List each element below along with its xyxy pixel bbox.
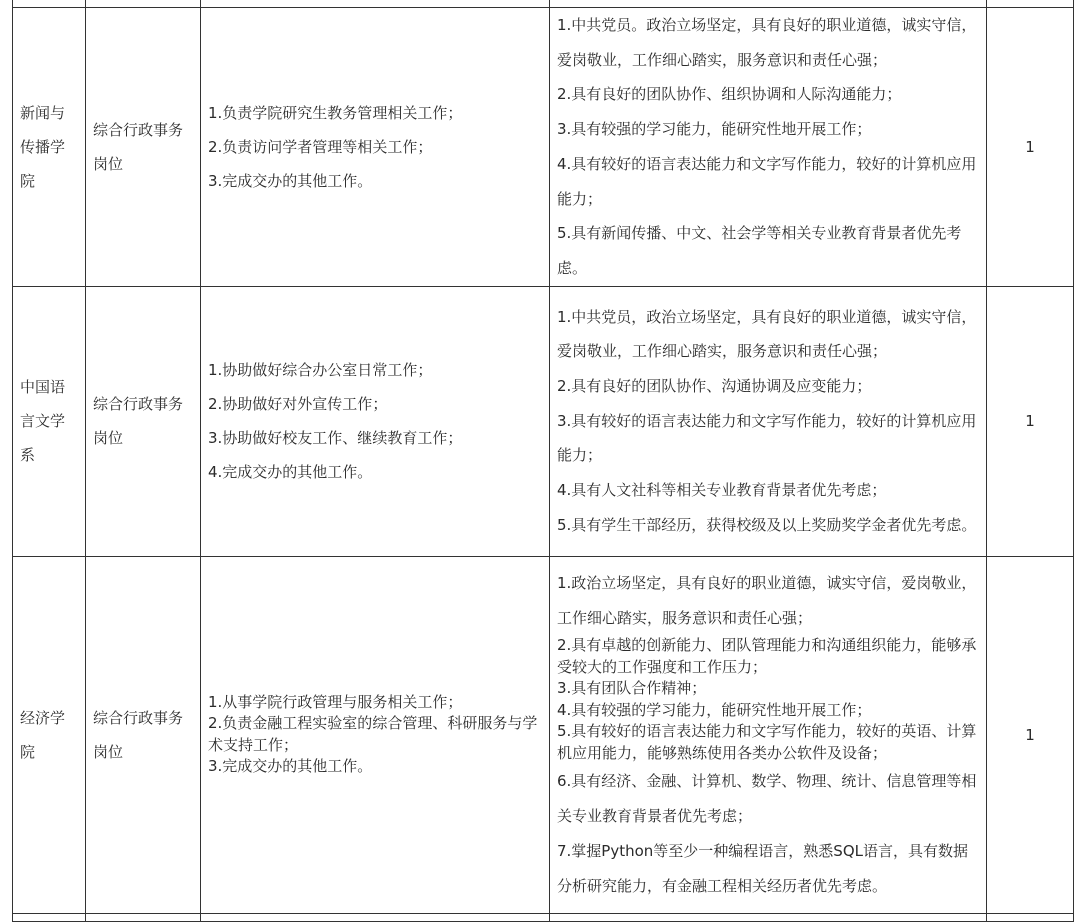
- requirement-item: 5.具有较好的语言表达能力和文字写作能力，较好的英语、计算机应用能力，能够熟练使用各类办公软件及设备；: [557, 722, 977, 762]
- requirement-item: 4.具有较强的学习能力，能研究性地开展工作；: [557, 700, 872, 719]
- duty-item: 1.负责学院研究生教务管理相关工作；: [208, 103, 463, 122]
- requirement-item: 6.具有经济、金融、计算机、数学、物理、统计、信息管理等相关专业教育背景者优先考虑；: [557, 772, 977, 826]
- requirement-item: 5.具有学生干部经历，获得校级及以上奖励奖学金者优先考虑。: [557, 515, 977, 534]
- duties-cell: [201, 8, 550, 287]
- duty-item: 2.负责访问学者管理等相关工作；: [208, 137, 433, 156]
- duty-item: 3.完成交办的其他工作。: [208, 757, 373, 776]
- duty-item: 1.协助做好综合办公室日常工作；: [208, 361, 433, 380]
- requirements-cell: [550, 8, 987, 287]
- duties-cell: [201, 556, 550, 913]
- requirements-cell: [550, 286, 987, 556]
- count-cell: 1: [987, 286, 1074, 556]
- table-row-partial: [13, 0, 1074, 8]
- position-cell: 综合行政事务岗位: [86, 286, 201, 556]
- requirement-item: 3.具有较强的学习能力，能研究性地开展工作；: [557, 120, 872, 139]
- duty-item: 2.协助做好对外宣传工作；: [208, 395, 388, 414]
- requirement-item: 5.具有新闻传播、中文、社会学等相关专业教育背景者优先考虑。: [557, 224, 962, 277]
- table-row: [13, 286, 1074, 556]
- department-cell: 新闻与传播学院: [13, 8, 86, 287]
- count-cell: 1: [987, 8, 1074, 287]
- requirement-item: 3.具有较好的语言表达能力和文字写作能力，较好的计算机应用能力；: [557, 411, 977, 465]
- position-cell: 综合行政事务岗位: [86, 8, 201, 287]
- requirement-item: 1.中共党员，政治立场坚定，具有良好的职业道德，诚实守信，爱岗敬业，工作细心踏实，服务意识和责任心强；: [557, 307, 977, 361]
- duties-cell: [201, 286, 550, 556]
- requirement-item: 4.具有较好的语言表达能力和文字写作能力，较好的计算机应用能力；: [557, 154, 977, 208]
- requirement-item: 1.中共党员。政治立场坚定，具有良好的职业道德，诚实守信，爱岗敬业，工作细心踏实，服务意识和责任心强；: [557, 16, 977, 69]
- table-row: [13, 556, 1074, 913]
- requirement-item: 2.具有卓越的创新能力、团队管理能力和沟通组织能力，能够承受较大的工作强度和工作压力；: [557, 636, 977, 676]
- position-cell: 综合行政事务岗位: [86, 556, 201, 913]
- duty-item: 3.完成交办的其他工作。: [208, 171, 373, 190]
- duty-item: 2.负责金融工程实验室的综合管理、科研服务与学术支持工作；: [208, 714, 538, 754]
- duty-item: 3.协助做好校友工作、继续教育工作；: [208, 429, 463, 448]
- requirements-cell: [550, 556, 987, 913]
- table-row: [13, 8, 1074, 287]
- count-cell: 1: [987, 556, 1074, 913]
- requirement-item: 2.具有良好的团队协作、沟通协调及应变能力；: [557, 377, 872, 396]
- job-table: [12, 0, 1074, 922]
- duty-item: 1.从事学院行政管理与服务相关工作；: [208, 692, 463, 711]
- table-row-partial: [13, 913, 1074, 921]
- department-cell: 经济学院: [13, 556, 86, 913]
- requirement-item: 3.具有团队合作精神；: [557, 679, 707, 698]
- department-cell: 中国语言文学系: [13, 286, 86, 556]
- duty-item: 4.完成交办的其他工作。: [208, 463, 373, 482]
- requirement-item: 7.掌握Python等至少一种编程语言，熟悉SQL语言，具有数据分析研究能力，有金融工程相关经历者优先考虑。: [557, 841, 968, 895]
- requirement-item: 4.具有人文社科等相关专业教育背景者优先考虑；: [557, 481, 887, 500]
- requirement-item: 1.政治立场坚定，具有良好的职业道德，诚实守信，爱岗敬业，工作细心踏实，服务意识和责任心强；: [557, 574, 977, 627]
- requirement-item: 2.具有良好的团队协作、组织协调和人际沟通能力；: [557, 85, 902, 104]
